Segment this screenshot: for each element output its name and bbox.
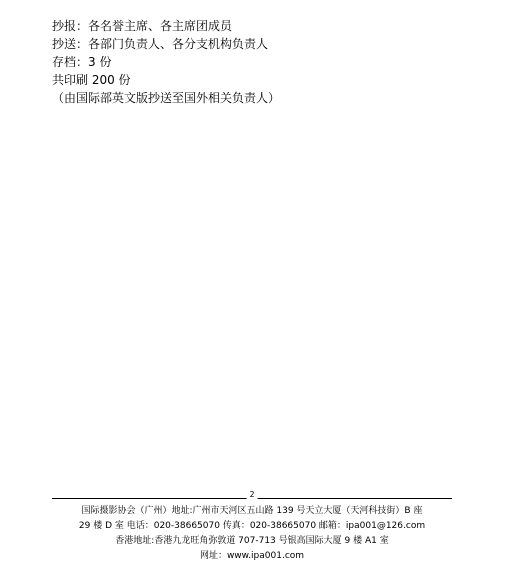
footer-rule — [52, 492, 452, 500]
distribution-block — [52, 17, 280, 107]
distribution-note: （由国际部英文版抄送至国外相关负责人） — [52, 91, 281, 105]
footer-contact — [52, 504, 452, 564]
footer-address-line: 国际摄影协会（广州）地址:广州市天河区五山路 139 号天立大厦（天河科技街）B 座 — [81, 506, 423, 516]
cc-chairs-line: 抄报：各名誉主席、各主席团成员 — [52, 19, 233, 33]
page-number: 2 — [247, 491, 258, 499]
cc-departments-line: 抄送：各部门负责人、各分支机构负责人 — [52, 37, 269, 51]
footer-phone-line: 29 楼 D 室 电话：020-38665070 传真：020-38665070 邮箱：ipa001@126.com — [78, 521, 426, 531]
footer-website-line: 网址：www.ipa001.com — [199, 551, 305, 561]
footer-hk-address-line: 香港地址:香港九龙旺角弥敦道 707-713 号银高国际大厦 9 楼 A1 室 — [115, 536, 389, 546]
print-count-line: 共印刷 200 份 — [52, 73, 131, 87]
archive-line: 存档：3 份 — [52, 55, 112, 69]
page-footer — [52, 492, 452, 564]
